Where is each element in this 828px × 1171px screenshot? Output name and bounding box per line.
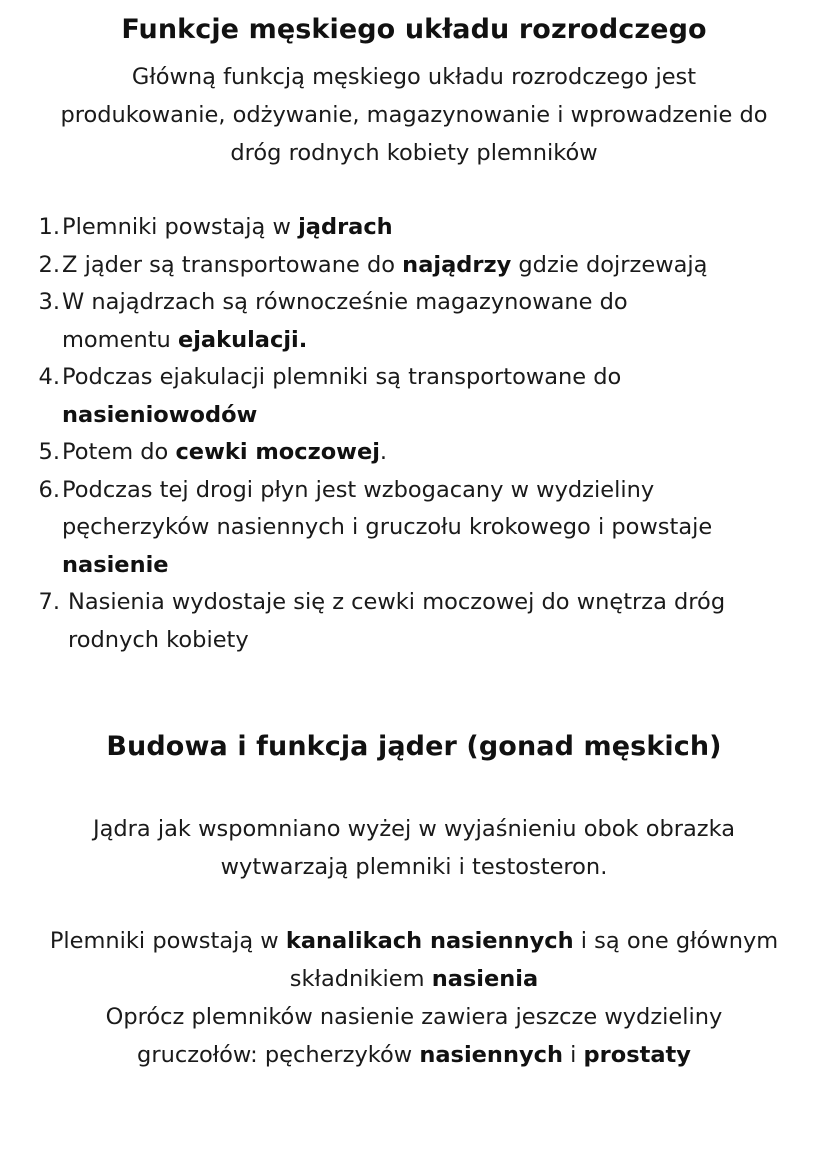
- list-text: Z jąder są transportowane do najądrzy gdzie dojrzewają: [62, 251, 708, 278]
- list-item: [22, 434, 802, 472]
- list-item: [22, 284, 802, 359]
- key-term: nasienia: [431, 966, 539, 992]
- list-item: [22, 472, 802, 585]
- list-number: 3.: [38, 289, 60, 315]
- key-term: cewki moczowej: [175, 439, 380, 465]
- key-term: nasiennych: [419, 1042, 563, 1068]
- list-text: Nasienia wydostaje się z cewki moczowej do wnętrza dróg rodnych kobiety: [68, 589, 726, 653]
- key-term: kanalikach nasiennych: [285, 928, 574, 954]
- steps-list: [22, 209, 802, 659]
- list-number: 2.: [38, 251, 60, 278]
- list-item: [22, 209, 802, 247]
- key-term: nasieniowodów: [62, 401, 258, 428]
- list-text: Podczas tej drogi płyn jest wzbogacany w wydzieliny pęcherzyków nasiennych i gruczołu krokowego i powstaje nasienie: [62, 476, 713, 578]
- list-text: Potem do cewki moczowej.: [62, 439, 388, 465]
- list-text: Podczas ejakulacji plemniki są transportowane do nasieniowodów: [62, 364, 622, 428]
- key-term: jądrach: [298, 214, 393, 240]
- key-term: nasienie: [62, 551, 169, 578]
- list-text: W najądrzach są równocześnie magazynowane do momentu ejakulacji.: [62, 289, 628, 353]
- sperm-production-paragraph: Plemniki powstają w kanalikach nasiennych i są one głównym składnikiem nasienia: [49, 928, 779, 992]
- key-term: ejakulacji.: [177, 326, 308, 353]
- testes-paragraph: Jądra jak wspomniano wyżej w wyjaśnieniu obok obrazka wytwarzają plemniki i testosteron.: [92, 816, 736, 880]
- list-number: 6.: [38, 476, 60, 503]
- intro-line: dróg rodnych kobiety plemników: [230, 140, 598, 166]
- key-term: najądrzy: [402, 251, 512, 278]
- section-title-testes: Budowa i funkcja jąder (gonad męskich): [106, 731, 722, 762]
- list-item: [22, 584, 802, 659]
- intro-line: Główną funkcją męskiego układu rozrodczego jest: [131, 64, 697, 90]
- list-item: [22, 247, 802, 285]
- section-title-functions: Funkcje męskiego układu rozrodczego: [121, 14, 707, 45]
- semen-composition-paragraph: Oprócz plemników nasienie zawiera jeszcze wydzieliny gruczołów: pęcherzyków nasiennych i prostaty: [105, 1004, 723, 1068]
- list-number: 4.: [38, 364, 60, 390]
- intro-line: produkowanie, odżywanie, magazynowanie i wprowadzenie do: [60, 102, 768, 128]
- list-number: 1.: [38, 214, 60, 240]
- list-text: Plemniki powstają w jądrach: [62, 214, 393, 240]
- list-number: 7.: [38, 589, 60, 615]
- intro-paragraph: [0, 58, 828, 172]
- list-number: 5.: [38, 439, 60, 465]
- list-item: [22, 359, 802, 434]
- key-term: prostaty: [583, 1042, 691, 1068]
